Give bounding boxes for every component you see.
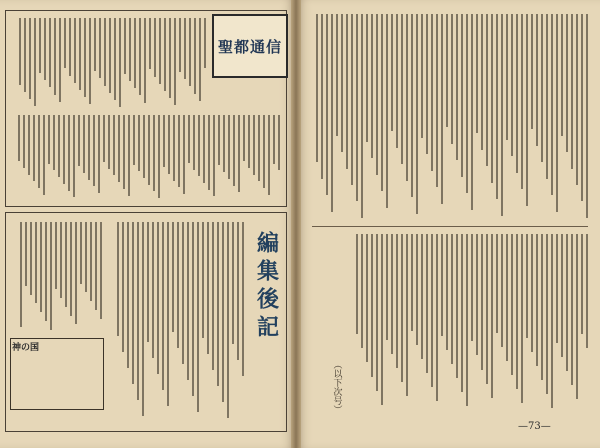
text-line [109, 18, 111, 93]
text-line [142, 222, 144, 416]
text-line [321, 14, 323, 179]
text-line [189, 18, 191, 86]
text-line [536, 234, 538, 366]
text-line [356, 234, 358, 334]
text-line [541, 234, 543, 380]
text-line [461, 14, 463, 177]
text-line [58, 115, 60, 177]
news-section-title [212, 14, 288, 78]
text-line [113, 115, 115, 175]
text-line [581, 234, 583, 334]
text-line [188, 115, 190, 163]
text-line [501, 14, 503, 216]
text-line [63, 115, 65, 184]
text-line [44, 18, 46, 80]
text-line [137, 222, 139, 400]
text-line [80, 222, 82, 284]
text-line [24, 18, 26, 92]
news-text-columns-lower [14, 115, 280, 199]
text-line [451, 234, 453, 364]
text-line [19, 18, 21, 85]
text-line [456, 234, 458, 378]
text-line [366, 14, 368, 142]
text-line [471, 234, 473, 341]
text-line [64, 18, 66, 68]
text-line [361, 14, 363, 218]
text-line [233, 115, 235, 186]
text-line [28, 115, 30, 175]
text-line [159, 18, 161, 84]
text-line [501, 234, 503, 347]
text-line [218, 115, 220, 165]
text-line [153, 115, 155, 191]
text-line [396, 14, 398, 148]
text-line [202, 222, 204, 338]
text-line [526, 14, 528, 206]
text-line [88, 115, 90, 180]
text-line [207, 222, 209, 354]
text-line [461, 234, 463, 392]
text-line [198, 115, 200, 176]
text-line [336, 14, 338, 136]
text-line [123, 115, 125, 189]
text-line [446, 234, 448, 350]
text-line [511, 14, 513, 156]
text-line [34, 18, 36, 106]
text-line [59, 18, 61, 102]
text-line [134, 18, 136, 88]
text-line [38, 115, 40, 188]
text-line [199, 18, 201, 101]
text-line [18, 115, 20, 161]
text-line [69, 18, 71, 76]
text-line [451, 14, 453, 144]
text-line [48, 115, 50, 164]
text-line [213, 115, 215, 196]
news-text-columns [14, 18, 206, 108]
text-line [496, 234, 498, 333]
editor-section-title [250, 222, 284, 352]
text-line [117, 222, 119, 336]
text-line [551, 14, 553, 195]
text-line [511, 234, 513, 375]
text-line [253, 115, 255, 175]
text-line [476, 234, 478, 355]
text-line [561, 234, 563, 357]
news-section-title-text: 聖都通信 [217, 37, 282, 56]
text-line [103, 115, 105, 162]
text-line [104, 18, 106, 86]
text-line [182, 222, 184, 364]
text-line [99, 18, 101, 78]
text-line [95, 222, 97, 310]
text-line [183, 115, 185, 194]
text-line [242, 222, 244, 376]
text-line [466, 14, 468, 193]
text-line [89, 18, 91, 104]
editor-text-columns [110, 222, 244, 422]
text-line [411, 234, 413, 331]
text-line [376, 234, 378, 391]
text-line [396, 234, 398, 368]
text-line [167, 222, 169, 406]
text-line [421, 234, 423, 359]
text-line [556, 234, 558, 343]
text-line [39, 18, 41, 73]
text-line [441, 14, 443, 204]
text-line [192, 222, 194, 396]
text-line [546, 14, 548, 179]
text-line [476, 14, 478, 133]
text-line [536, 14, 538, 146]
text-line [381, 234, 383, 405]
text-line [516, 14, 518, 173]
text-line [416, 14, 418, 214]
text-line [446, 14, 448, 127]
text-line [366, 234, 368, 362]
text-line [90, 222, 92, 301]
text-line [391, 14, 393, 131]
text-line [356, 14, 358, 201]
text-line [223, 115, 225, 172]
text-line [169, 18, 171, 98]
text-line [371, 14, 373, 158]
text-line [184, 18, 186, 79]
editor-section-title-text: 編集後記 [253, 231, 280, 343]
text-line [129, 18, 131, 81]
text-line [531, 14, 533, 129]
body-text-columns-upper [312, 14, 588, 220]
text-line [566, 234, 568, 371]
text-line [521, 234, 523, 403]
text-line [197, 222, 199, 412]
text-line [85, 222, 87, 292]
text-line [521, 14, 523, 189]
text-line [119, 18, 121, 107]
text-line [436, 234, 438, 401]
text-line [491, 14, 493, 183]
text-line [128, 115, 130, 196]
body-text-columns-lower [352, 234, 588, 410]
text-line [406, 234, 408, 396]
text-line [561, 14, 563, 136]
text-line [421, 14, 423, 138]
text-line [361, 234, 363, 348]
text-line [496, 14, 498, 199]
text-line [486, 14, 488, 166]
text-line [426, 14, 428, 154]
text-line [40, 222, 42, 312]
text-line [94, 18, 96, 71]
text-line [49, 18, 51, 87]
text-line [581, 14, 583, 201]
text-line [248, 115, 250, 168]
text-line [571, 234, 573, 385]
text-line [108, 115, 110, 169]
text-line [164, 18, 166, 91]
text-line [83, 115, 85, 173]
text-line [243, 115, 245, 161]
text-line [114, 18, 116, 100]
text-line [29, 18, 31, 99]
text-line [471, 14, 473, 210]
text-line [237, 222, 239, 360]
text-line [401, 234, 403, 382]
text-line [416, 234, 418, 345]
text-line [431, 234, 433, 387]
text-line [154, 18, 156, 77]
text-line [386, 234, 388, 340]
text-line [157, 222, 159, 374]
text-line [132, 222, 134, 384]
text-line [431, 14, 433, 171]
text-line [411, 14, 413, 197]
text-line [178, 115, 180, 187]
text-line [222, 222, 224, 402]
text-line [278, 115, 280, 170]
text-line [586, 14, 588, 218]
text-line [30, 222, 32, 295]
text-line [466, 234, 468, 406]
next-issue-note-text: （以下次号） [331, 360, 342, 414]
text-line [204, 18, 206, 68]
text-line [551, 234, 553, 408]
text-line [53, 115, 55, 170]
text-line [147, 222, 149, 342]
text-line [346, 14, 348, 169]
text-line [78, 115, 80, 166]
text-line [491, 234, 493, 398]
text-line [173, 115, 175, 181]
text-line [203, 115, 205, 183]
page-number: —73— [518, 421, 551, 432]
text-line [212, 222, 214, 370]
text-line [54, 18, 56, 95]
text-line [194, 18, 196, 94]
text-line [138, 115, 140, 171]
text-line [227, 222, 229, 418]
text-line [168, 115, 170, 174]
text-line [516, 234, 518, 389]
book-gutter [291, 0, 301, 448]
text-line [122, 222, 124, 352]
text-line [326, 14, 328, 195]
text-line [177, 222, 179, 348]
text-line [33, 115, 35, 181]
text-line [93, 115, 95, 186]
text-line [506, 234, 508, 361]
text-line [238, 115, 240, 192]
section-divider [312, 226, 588, 227]
editor-text-columns-left [14, 222, 102, 332]
text-line [228, 115, 230, 179]
text-line [381, 14, 383, 191]
text-line [35, 222, 37, 303]
text-line [74, 18, 76, 83]
text-line [43, 115, 45, 195]
text-line [148, 115, 150, 185]
text-line [187, 222, 189, 380]
text-line [45, 222, 47, 321]
text-line [98, 115, 100, 193]
text-line [341, 14, 343, 152]
text-line [158, 115, 160, 198]
text-line [386, 14, 388, 208]
text-line [258, 115, 260, 181]
text-line [456, 14, 458, 160]
text-line [174, 18, 176, 105]
text-line [127, 222, 129, 368]
text-line [162, 222, 164, 390]
text-line [556, 14, 558, 212]
next-issue-note [330, 360, 344, 412]
text-line [143, 115, 145, 178]
text-line [546, 234, 548, 394]
text-line [73, 115, 75, 197]
text-line [526, 234, 528, 338]
text-line [139, 18, 141, 95]
text-line [331, 14, 333, 212]
text-line [426, 234, 428, 373]
text-line [376, 14, 378, 175]
text-line [179, 18, 181, 72]
text-line [576, 234, 578, 399]
text-line [144, 18, 146, 103]
text-line [263, 115, 265, 188]
text-line [193, 115, 195, 170]
text-line [84, 18, 86, 97]
text-line [531, 234, 533, 352]
magazine-info-label: 神の国 [12, 343, 40, 353]
text-line [441, 234, 443, 336]
text-line [268, 115, 270, 195]
text-line [163, 115, 165, 167]
text-line [70, 222, 72, 316]
text-line [481, 14, 483, 150]
text-line [391, 234, 393, 354]
text-line [25, 222, 27, 286]
text-line [401, 14, 403, 164]
text-line [23, 115, 25, 168]
text-line [208, 115, 210, 190]
text-line [586, 234, 588, 348]
text-line [65, 222, 67, 307]
text-line [436, 14, 438, 187]
text-line [232, 222, 234, 344]
text-line [172, 222, 174, 332]
text-line [75, 222, 77, 324]
text-line [217, 222, 219, 386]
text-line [566, 14, 568, 152]
text-line [100, 222, 102, 319]
text-line [20, 222, 22, 327]
text-line [68, 115, 70, 191]
text-line [541, 14, 543, 162]
text-line [79, 18, 81, 90]
text-line [55, 222, 57, 289]
text-line [133, 115, 135, 165]
text-line [486, 234, 488, 384]
text-line [351, 14, 353, 185]
text-line [406, 14, 408, 181]
text-line [273, 115, 275, 164]
text-line [316, 14, 318, 162]
text-line [124, 18, 126, 74]
text-line [149, 18, 151, 69]
text-line [576, 14, 578, 185]
text-line [60, 222, 62, 298]
text-line [506, 14, 508, 140]
text-line [571, 14, 573, 169]
text-line [371, 234, 373, 377]
text-line [481, 234, 483, 370]
text-line [152, 222, 154, 358]
text-line [50, 222, 52, 330]
text-line [118, 115, 120, 182]
